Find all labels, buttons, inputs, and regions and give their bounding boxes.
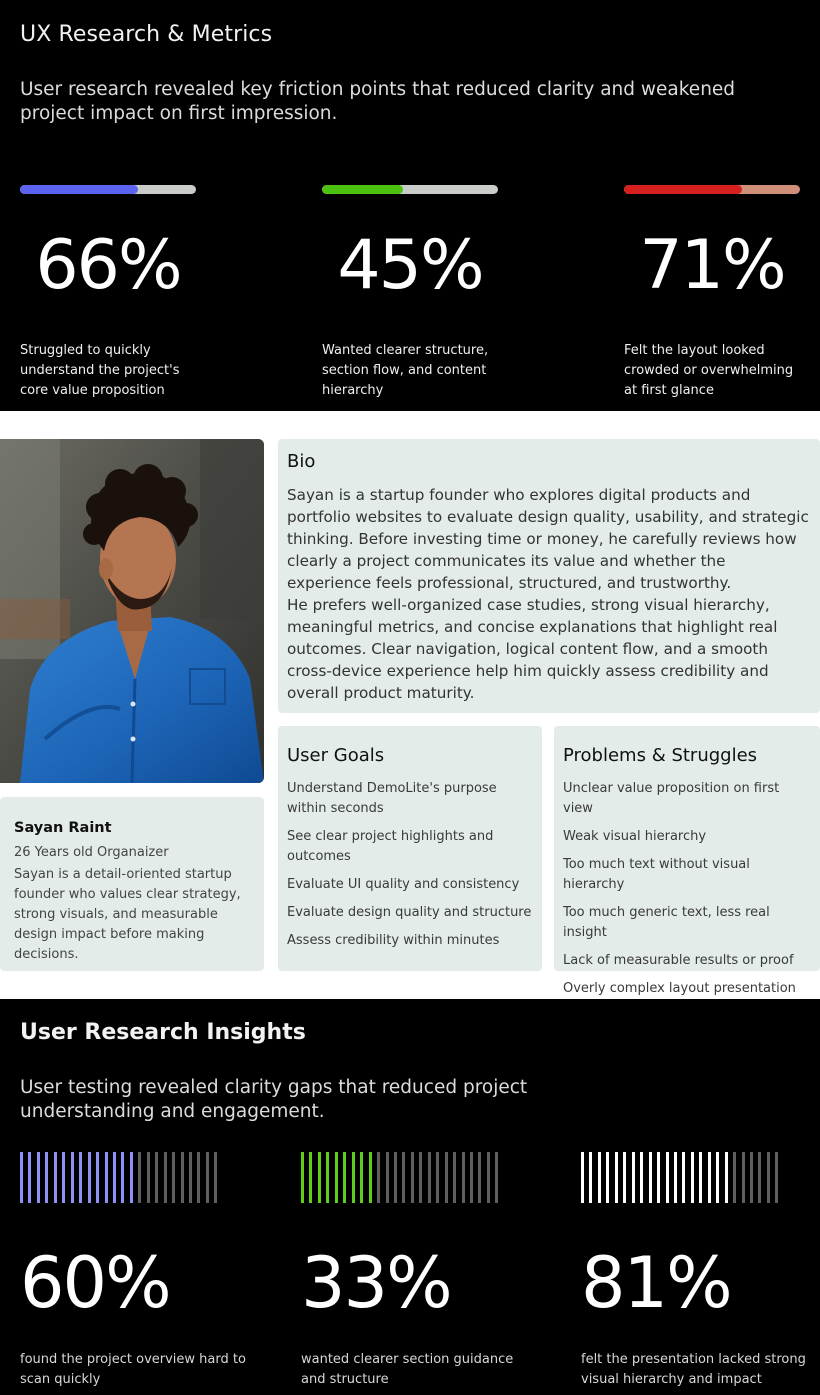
tick-filled: [682, 1152, 685, 1203]
tick-filled: [318, 1152, 321, 1203]
tick-filled: [691, 1152, 694, 1203]
tick-filled: [20, 1152, 23, 1203]
list-item: Weak visual hierarchy: [563, 829, 707, 844]
tick-empty: [419, 1152, 422, 1203]
metric-card: [322, 185, 498, 401]
tick-filled: [606, 1152, 609, 1203]
tick-filled: [623, 1152, 626, 1203]
list-item: Too much text without visual hierarchy: [563, 857, 750, 892]
tick-filled: [632, 1152, 635, 1203]
tick-filled: [113, 1152, 116, 1203]
tick-empty: [758, 1152, 761, 1203]
user-goals-list: [287, 779, 533, 951]
tick-filled: [335, 1152, 338, 1203]
tick-empty: [462, 1152, 465, 1203]
tick-filled: [79, 1152, 82, 1203]
tick-filled: [121, 1152, 124, 1203]
tick-filled: [88, 1152, 91, 1203]
insight-value: 60%: [20, 1242, 170, 1324]
tick-filled: [130, 1152, 133, 1203]
section-title: UX Research & Metrics: [20, 22, 273, 47]
insight-description: found the project overview hard to scan quickly: [20, 1352, 246, 1387]
tick-empty: [428, 1152, 431, 1203]
tick-filled: [343, 1152, 346, 1203]
section-intro: User testing revealed clarity gaps that reduced project understanding and engagement.: [20, 1077, 528, 1122]
tick-filled: [37, 1152, 40, 1203]
tick-filled: [360, 1152, 363, 1203]
tick-filled: [640, 1152, 643, 1203]
list-item: Unclear value proposition on first view: [563, 781, 780, 816]
tick-empty: [189, 1152, 192, 1203]
tick-filled: [326, 1152, 329, 1203]
section-intro: User research revealed key friction points that reduced clarity and weakened project impact on first impression.: [20, 79, 736, 124]
user-goals-card: [278, 726, 542, 971]
list-item: Too much generic text, less real insight: [563, 905, 770, 940]
persona-photo: [0, 439, 264, 783]
insight-card: [20, 1152, 260, 1390]
insight-tick-meter: [20, 1152, 260, 1203]
tick-empty: [197, 1152, 200, 1203]
tick-empty: [453, 1152, 456, 1203]
insight-tick-meter: [581, 1152, 820, 1203]
tick-filled: [708, 1152, 711, 1203]
list-item: Understand DemoLite's purpose within seconds: [287, 781, 497, 816]
bio-paragraph: He prefers well-organized case studies, strong visual hierarchy, meaningful metrics, and concise explanations that highlight real outcomes. Clear navigation, logical content flow, and a smooth cross-device experience help him quickly assess credibility and overall product maturity.: [287, 596, 778, 702]
tick-empty: [767, 1152, 770, 1203]
tick-filled: [716, 1152, 719, 1203]
tick-filled: [649, 1152, 652, 1203]
tick-filled: [581, 1152, 584, 1203]
persona-description: Sayan is a detail-oriented startup founder who values clear strategy, strong visuals, and measurable design impact before making decisions.: [14, 867, 241, 962]
tick-filled: [352, 1152, 355, 1203]
insight-value: 81%: [581, 1242, 731, 1324]
problems-list: [563, 779, 811, 999]
list-item: See clear project highlights and outcomes: [287, 829, 494, 864]
metric-value: 71%: [639, 226, 785, 305]
metric-progress-bar: [624, 185, 800, 194]
tick-empty: [487, 1152, 490, 1203]
tick-empty: [147, 1152, 150, 1203]
problems-card: [554, 726, 820, 996]
tick-empty: [386, 1152, 389, 1203]
tick-filled: [105, 1152, 108, 1203]
tick-filled: [666, 1152, 669, 1203]
tick-empty: [138, 1152, 141, 1203]
tick-filled: [71, 1152, 74, 1203]
bio-heading: Bio: [287, 451, 316, 472]
metric-description: Wanted clearer structure, section flow, and content hierarchy: [322, 343, 489, 398]
metric-card: [624, 185, 800, 401]
metric-card: [20, 185, 196, 401]
list-item: Assess credibility within minutes: [287, 933, 500, 948]
tick-empty: [394, 1152, 397, 1203]
insight-value: 33%: [301, 1242, 451, 1324]
tick-empty: [775, 1152, 778, 1203]
bio-paragraph: Sayan is a startup founder who explores digital products and portfolio websites to evaluate design quality, usability, and strategic thinking. Before investing time or money, he carefully reviews how clearly a project communicates its value and whether the experience feels professional, structured, and trustworthy.: [287, 486, 809, 592]
persona-age-role: 26 Years old Organaizer: [14, 845, 169, 860]
tick-empty: [742, 1152, 745, 1203]
list-item: Evaluate design quality and structure: [287, 905, 532, 920]
tick-filled: [301, 1152, 304, 1203]
metric-value: 66%: [35, 226, 181, 305]
tick-filled: [45, 1152, 48, 1203]
tick-filled: [674, 1152, 677, 1203]
ux-metrics-section: [0, 0, 820, 411]
insights-section: [0, 999, 820, 1395]
list-item: Lack of measurable results or proof: [563, 953, 794, 968]
tick-empty: [155, 1152, 158, 1203]
bio-card: [278, 439, 820, 713]
metric-description: Struggled to quickly understand the project's core value proposition: [20, 343, 180, 398]
tick-filled: [369, 1152, 372, 1203]
metric-progress-fill: [624, 185, 742, 194]
insight-card: [301, 1152, 541, 1390]
metric-value: 45%: [337, 226, 483, 305]
list-item: Evaluate UI quality and consistency: [287, 877, 520, 892]
metric-progress-fill: [322, 185, 403, 194]
tick-filled: [62, 1152, 65, 1203]
tick-empty: [411, 1152, 414, 1203]
tick-empty: [164, 1152, 167, 1203]
tick-empty: [445, 1152, 448, 1203]
tick-empty: [214, 1152, 217, 1203]
tick-empty: [172, 1152, 175, 1203]
tick-empty: [181, 1152, 184, 1203]
tick-filled: [657, 1152, 660, 1203]
user-goals-heading: User Goals: [287, 745, 385, 766]
tick-empty: [478, 1152, 481, 1203]
tick-filled: [96, 1152, 99, 1203]
section-title: User Research Insights: [20, 1020, 306, 1045]
tick-empty: [402, 1152, 405, 1203]
tick-filled: [28, 1152, 31, 1203]
metric-progress-fill: [20, 185, 138, 194]
tick-filled: [725, 1152, 728, 1203]
tick-empty: [377, 1152, 380, 1203]
tick-filled: [699, 1152, 702, 1203]
insight-description: felt the presentation lacked strong visual hierarchy and impact: [581, 1352, 806, 1387]
insight-card: [581, 1152, 820, 1390]
tick-empty: [470, 1152, 473, 1203]
metric-progress-bar: [322, 185, 498, 194]
tick-empty: [733, 1152, 736, 1203]
persona-profile-card: [0, 797, 264, 971]
tick-filled: [589, 1152, 592, 1203]
tick-empty: [750, 1152, 753, 1203]
tick-empty: [206, 1152, 209, 1203]
tick-empty: [495, 1152, 498, 1203]
tick-filled: [309, 1152, 312, 1203]
tick-filled: [598, 1152, 601, 1203]
metric-description: Felt the layout looked crowded or overwhelming at first glance: [624, 343, 794, 398]
persona-name: Sayan Raint: [14, 820, 112, 836]
insight-description: wanted clearer section guidance and structure: [301, 1352, 514, 1387]
insight-tick-meter: [301, 1152, 541, 1203]
problems-heading: Problems & Struggles: [563, 745, 758, 766]
persona-photo-illustration: [0, 439, 264, 783]
tick-empty: [436, 1152, 439, 1203]
tick-filled: [615, 1152, 618, 1203]
list-item: Overly complex layout presentation: [563, 981, 796, 996]
metric-progress-bar: [20, 185, 196, 194]
tick-filled: [54, 1152, 57, 1203]
